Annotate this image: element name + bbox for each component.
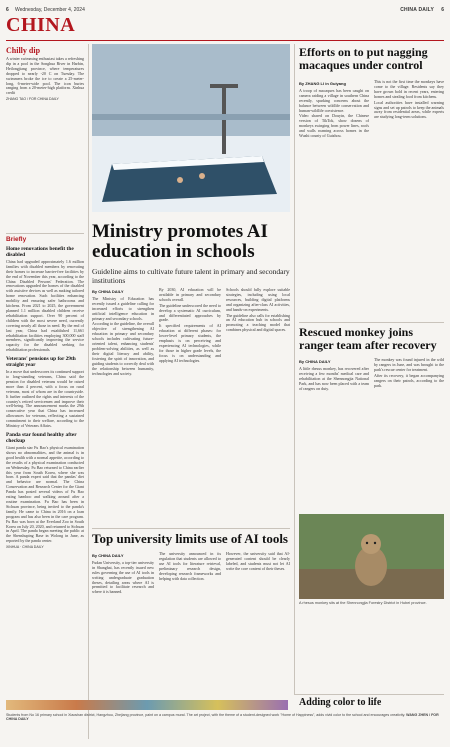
uni-column-2 xyxy=(159,552,221,582)
brief-title: Veterans' pensions up for 29th straight year xyxy=(6,356,76,369)
ranger-paragraph: The monkey was found injured in the wild by rangers in June, and was brought to the park's rescue center for treatment. xyxy=(374,357,444,372)
brief-body: China had upgraded approximately 1.6 million families with disabled members by renovating their homes to increase barrier-free facilities by the end of November this year, according to the China Disabled Persons' Federation. The renovations upgraded the homes of the disabled with assistive devices as well as making tailored home renovation. Such facilities enhancing mobility and ensuring safer bathrooms and kitchens. From 2021 to 2025, the government planned 1.1 million disabled children receive rehabilitation support. Over 90 percent of children with the most severe need, currently covering nearly all those in need. By the end of last year, China had established 11,661 rehabilitation facilities employing 300,000 staff members, significantly improving the service capacity for the disabled seeking for rehabilitation professionals. xyxy=(6,258,84,353)
chilly-dip-story xyxy=(6,46,84,103)
monkey-illustration xyxy=(299,514,444,599)
ranger-paragraph: After its recovery, it began accompanying rangers on their patrols, according to the park. xyxy=(374,372,444,388)
brief-credit: XINHUA · CHINA DAILY xyxy=(6,545,44,550)
lead-column-1 xyxy=(92,288,154,377)
lead-headline: Ministry promotes AI education in schools xyxy=(92,221,268,262)
issue-date: Wednesday, December 4, 2024 xyxy=(15,7,85,13)
brand-name: CHINA DAILY xyxy=(400,7,434,13)
uni-paragraph: However, the university said that AI-generated content should be clearly labeled, and students must not let AI write the core content of their theses. xyxy=(226,551,290,571)
divider xyxy=(6,233,84,234)
section-rule xyxy=(6,40,444,41)
uni-byline: By CHINA DAILY xyxy=(92,553,124,558)
section-title: CHINA xyxy=(6,14,76,36)
uni-column-1 xyxy=(92,552,154,596)
ranger-column-1 xyxy=(299,358,369,392)
brief-body: Giant panda star Fu Bao's physical examination shows no abnormalities, and the animal is in good health with a normal appetite, according to the results of a physical examination conducted on Wednesday. Fu Bao returned to China earlier this year from South Korea, where she was born. A panda expert said that the pandas' diet and behavior are normal. The China Conservation and Research Center for the Giant Panda has posted several videos of Fu Bao eating bamboo and walking around after a routine examination. Fu Bao has been in Sichuan province, being invited to the panda's family. He came to China in 2016 on a loan program and has also been in the care program. Fu Bao was born at the Everland Zoo in South Korea on July 20, 2020, and returned to Sichuan in April. The panda began meeting the public at the Shenshuping Base in Wolong in June, as reported by the panda center. xyxy=(6,445,84,544)
macaques-column-1 xyxy=(299,80,369,140)
chilly-dip-body: A winter swimming enthusiast takes a refreshing dip in a pool in the Songhua River in Harbin, Heilongjiang province, where temperatures dropped to nearly -20 C on Tuesday. The swimmers broke the ice to create a 25-meter-long, 6-meter-wide pool. The icon buries ranging from a 20-meter-high platform. Xinhua credit xyxy=(6,56,84,96)
ranger-column-2 xyxy=(374,358,444,389)
monkey-photo xyxy=(299,514,444,599)
adding-color-title: Adding color to life xyxy=(299,697,382,708)
macaques-paragraph: Video shared on Douyin, the Chinese version of TikTok, show dozens of monkeys swinging from power lines, roofs and walls roaming across homes in the Wuzhi county of Guizhou. xyxy=(299,113,369,139)
lead-deck: Guideline aims to cultivate future talent in primary and secondary institutions xyxy=(92,267,290,285)
macaques-headline: Efforts on to put nagging macaques under control xyxy=(299,45,428,72)
lead-paragraph: The Ministry of Education has recently issued a guideline calling for increased efforts to strengthen artificial intelligence education in primary and secondary schools. xyxy=(92,295,154,321)
chilly-dip-title: Chilly dip xyxy=(6,46,41,55)
lead-paragraph: The guideline also calls for establishing an AI education hub in schools and promoting a teaching model that combines physical and digital spaces. xyxy=(226,312,290,333)
macaques-paragraph: This is not the first time the monkeys have come to the village. Residents say they have grown bold in recent years, entering homes and stealing food from kitchens. xyxy=(374,79,444,99)
page-number-right: 6 xyxy=(441,7,444,13)
uni-column-3 xyxy=(226,552,290,573)
macaques-column-2 xyxy=(374,80,444,121)
macaques-byline: By ZHANG LI in Guiyang xyxy=(299,81,346,86)
photo-credit: WANG ZHEN / FOR CHINA DAILY xyxy=(6,713,439,722)
mural-photo xyxy=(6,700,288,710)
brief-body: In a move that underscores its continued support to long-standing veterans, China said the pension for disabled veterans would be raised more than 4 percent, with a focus on rural veterans, most of whom are in the countryside. It further outlined the rights and interests of the country's retired servicemen and improve their well-being. The announcement marks the 29th consecutive year that China has increased allowances for veterans, reflecting a sustained commitment to their welfare, according to the Ministry of Veterans Affairs. xyxy=(6,369,84,429)
chilly-dip-photo xyxy=(92,44,290,212)
column-divider xyxy=(88,44,89,739)
uni-headline: Top university limits use of AI tools xyxy=(92,531,288,546)
lead-column-3 xyxy=(226,288,290,334)
ranger-headline: Rescued monkey joins ranger team after recovery xyxy=(299,325,437,352)
lead-column-2 xyxy=(159,288,221,365)
divider xyxy=(92,528,290,529)
ranger-paragraph: A little rhesus monkey, has recovered after receiving a few months' medical care and rehabilitation at the Shennongjia National Park, and has now been placed with a team of rangers on duty. xyxy=(299,365,369,391)
brief-title: Panda star found healthy after checkup xyxy=(6,432,77,444)
uni-paragraph: The university announced in its regulation that students are allowed to use AI tools for literature retrieval, preliminary research design, developing research frameworks and helping with data collection. xyxy=(159,551,221,581)
briefly-column xyxy=(6,238,84,551)
lead-paragraph: It specified requirements of AI education at different phases: for lower-level primary students, the emphasis is on perceiving and experiencing AI technologies, while for those in higher grade levels, the focus is on understanding and applying AI technologies. xyxy=(159,323,221,363)
macaques-paragraph: Local authorities have installed warning signs and set up patrols to keep the animals away from residential areas, while experts are studying long-term solutions. xyxy=(374,99,444,120)
briefly-label: Briefly xyxy=(6,236,27,243)
divider xyxy=(294,694,444,695)
ranger-byline: By CHINA DAILY xyxy=(299,359,331,364)
chilly-dip-credit: ZHANG TAO / FOR CHINA DAILY xyxy=(6,97,59,102)
ice-pool-illustration xyxy=(92,44,290,212)
lead-paragraph: According to the guideline, the overall objective of strengthening AI education in primary and secondary schools includes cultivating future-oriented talent, enhancing students' problem-solving abilities, as well as their digital literacy and ability, fostering the spirit of innovation, and guiding students to correctly deal with the relationship between humanity, technologies and society. xyxy=(92,321,154,376)
brief-title: Home renovations benefit the disabled xyxy=(6,245,74,258)
macaques-paragraph: A troop of macaques has been caught on camera raiding a village in southern China recently, sparking concerns about the balance between wildlife conservation and human-wildlife coexistence. xyxy=(299,87,369,113)
page-number: 6 xyxy=(6,7,9,13)
lead-paragraph: Schools should fully explore suitable strategies, including using local resources, building digital platforms and organizing after-class AI activities, and hands-on experiments. xyxy=(226,287,290,312)
lead-paragraph: By 2030, AI education will be available in primary and secondary schools overall. xyxy=(159,287,221,302)
adding-color-caption: Students from No 16 primary school in Xiaoshan district, Hangzhou, Zhejiang province, paint on a campus mural. The art project, with the theme of a student-designed work "Home of Happiness", adds vivid color to the school and encourages creativity. WANG ZHEN / FOR CHINA DAILY xyxy=(6,713,439,722)
lead-paragraph: The guideline underscored the need to develop a systematic AI curriculum, and differentiated approaches by grade. xyxy=(159,302,221,323)
column-divider xyxy=(294,44,295,694)
lead-byline: By CHINA DAILY xyxy=(92,289,124,294)
monkey-caption: A rhesus monkey sits at the Shennongjia Forestry District in Hubei province. xyxy=(299,601,427,605)
divider xyxy=(299,322,444,323)
uni-paragraph: Fudan University, a top-tier university in Shanghai, has recently issued new rules governing the use of AI tools in writing undergraduate graduation theses, detailing areas where AI is permitted to facilitate research and where it is banned. xyxy=(92,559,154,595)
